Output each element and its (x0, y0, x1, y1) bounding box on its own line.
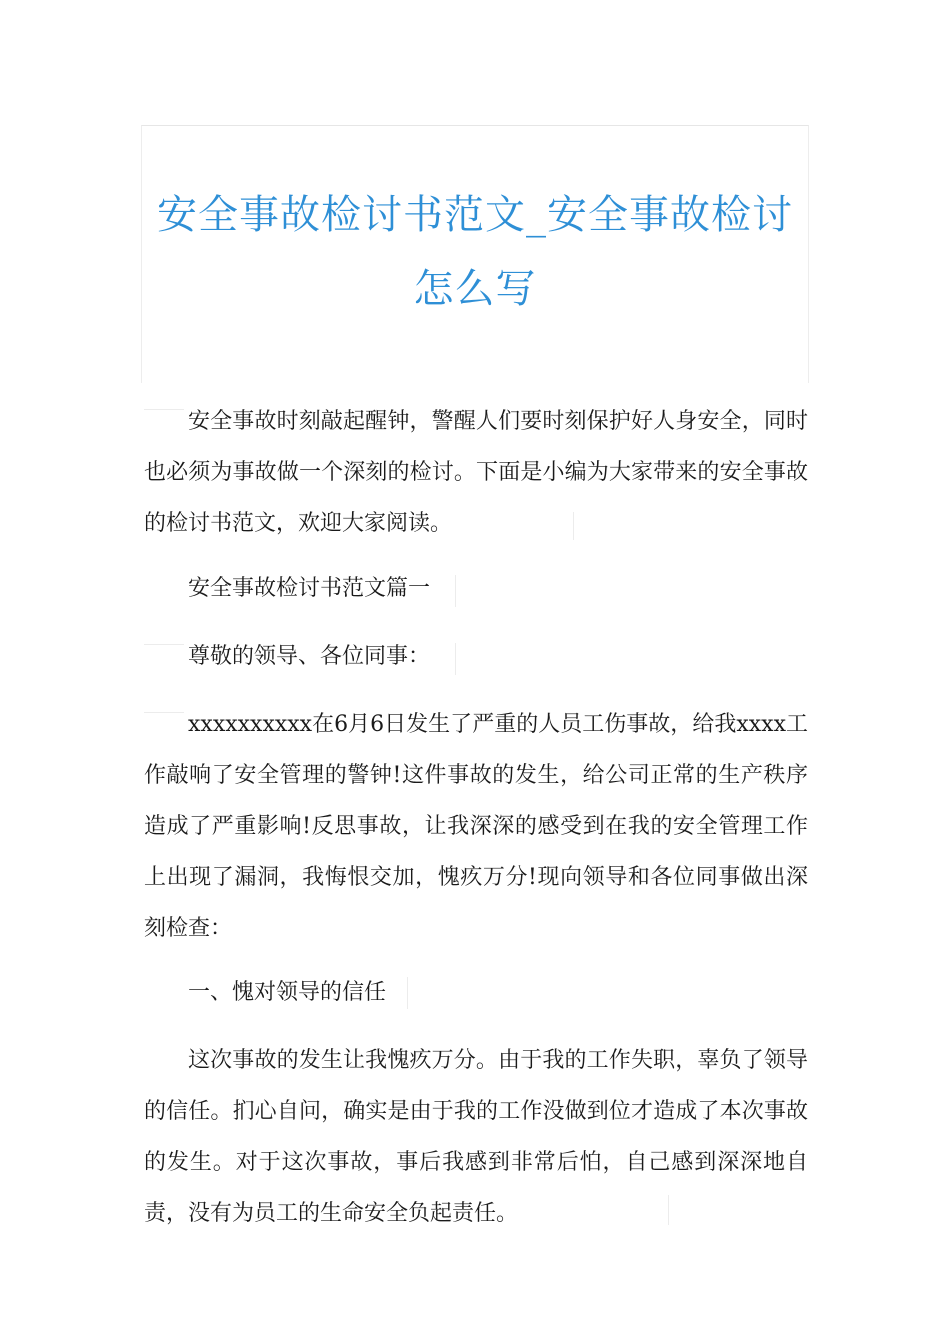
body-paragraph: xxxxxxxxxx在6月6日发生了严重的人员工伤事故，给我xxxx工作敲响了安全管理的警钟!这件事故的发生，给公司正常的生产秩序造成了严重影响!反思事故，让我深深的感受到在我的安全管理工作上出现了漏洞，我悔恨交加，愧疚万分!现向领导和各位同事做出深刻检查： (144, 712, 808, 941)
title-line-2: 怎么写 (413, 266, 537, 312)
margin-rule (668, 1195, 669, 1225)
title-line-1: 安全事故检讨书范文_安全事故检讨 (157, 192, 793, 238)
margin-rule (573, 512, 574, 540)
subsection-heading: 一、愧对领导的信任 (188, 980, 387, 1005)
margin-rule (407, 977, 408, 1009)
margin-rule (144, 409, 184, 410)
margin-rule (144, 712, 184, 713)
intro-paragraph: 安全事故时刻敲起醒钟，警醒人们要时刻保护好人身安全，同时也必须为事故做一个深刻的检讨。下面是小编为大家带来的安全事故的检讨书范文，欢迎大家阅读。 (144, 409, 808, 536)
margin-rule (144, 644, 184, 645)
section-heading: 安全事故检讨书范文篇一 (188, 576, 431, 601)
salutation: 尊敬的领导、各位同事： (188, 644, 431, 669)
margin-rule (455, 575, 456, 607)
margin-rule (455, 643, 456, 675)
document-title (0, 178, 950, 326)
body-paragraph: 这次事故的发生让我愧疚万分。由于我的工作失职，辜负了领导的信任。扪心自问，确实是由于我的工作没做到位才造成了本次事故的发生。对于这次事故，事后我感到非常后怕，自己感到深深地自责，没有为员工的生命安全负起责任。 (144, 1048, 808, 1226)
